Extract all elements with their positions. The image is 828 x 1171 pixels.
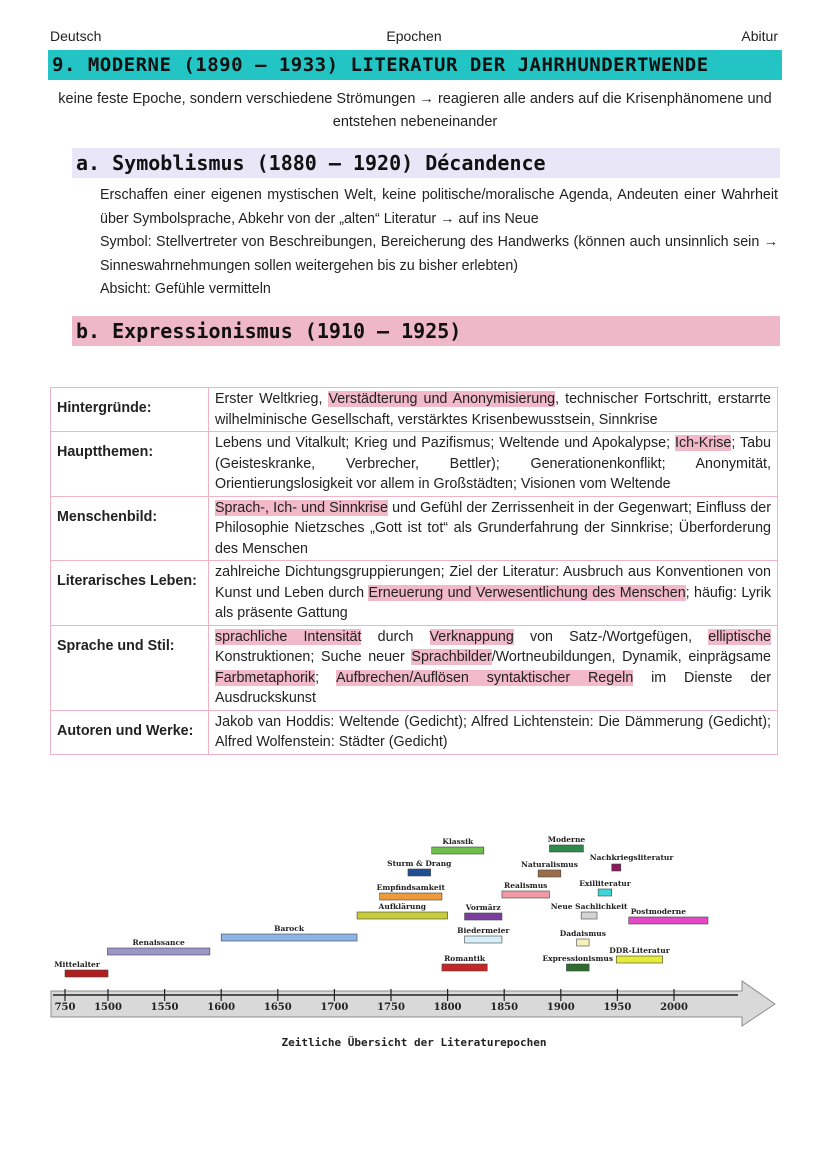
epoch-label: Aufklärung (378, 902, 427, 911)
section-a-paragraph: Erschaffen einer eigenen mystischen Welt, keine politische/moralische Agenda, Andeuten einer Wahrheit über Symbolsprache, Abkehr von der „alten“ Literatur → auf ins Neue (100, 187, 778, 227)
epoch-timeline-svg (48, 826, 778, 1031)
table-row (51, 561, 778, 626)
highlighted-text: Verknappung (429, 628, 514, 645)
timeline-tick-label: 1900 (546, 1002, 575, 1013)
epoch-bar (380, 893, 442, 900)
epoch-label: Naturalismus (520, 860, 578, 869)
epoch-bar (549, 845, 583, 852)
epoch-label: Mittelalter (54, 960, 100, 969)
epoch-label: Renaissance (132, 938, 185, 947)
header-topic: Epochen (386, 28, 442, 44)
epoch-label: Postmoderne (630, 907, 686, 916)
epoch-bar (107, 948, 209, 955)
timeline-tick-label: 1850 (490, 1002, 519, 1013)
epoch-label: Vormärz (465, 903, 501, 912)
text-segment: ; häufig: Lyrik als präsente Gattung (215, 584, 771, 621)
epoch-bar (577, 939, 589, 946)
timeline-caption: Zeitliche Übersicht der Literaturepochen (281, 1036, 547, 1049)
highlighted-text: elliptische (708, 628, 771, 645)
epoch-label: Realismus (504, 881, 548, 890)
epoch-label: Sturm & Drang (387, 859, 452, 868)
row-text (209, 496, 778, 561)
epoch-label: Nachkriegsliteratur (589, 853, 674, 862)
row-label: Sprache und Stil: (51, 625, 209, 710)
row-label: Hintergründe: (51, 388, 209, 432)
row-label: Literarisches Leben: (51, 561, 209, 626)
epoch-label: Neue Sachlichkeit (550, 902, 628, 911)
epoch-label: Barock (274, 924, 305, 933)
text-segment: Lebens und Vitalkult; Krieg und Pazifismus; Weltende und Apokalypse; (215, 435, 675, 451)
timeline-tick-label: 1750 (377, 1002, 405, 1013)
epoch-label: Dadaismus (559, 929, 606, 938)
epoch-bar (442, 964, 487, 971)
epoch-bar (432, 847, 484, 854)
section-a-paragraph: Symbol: Stellvertreter von Beschreibungen, Bereicherung des Handwerks (können auch unsinnlich sein → Sinneswahrnehmungen sollen weitergehen bis zu bisher erlebten) (100, 234, 778, 274)
timeline-tick-label: 1550 (150, 1002, 179, 1013)
highlighted-text: Ich-Krise (674, 435, 732, 451)
timeline-tick-label: 2000 (660, 1002, 688, 1013)
text-segment: von Satz-/Wortgefügen, (513, 628, 709, 645)
epoch-label: Expressionismus (542, 954, 614, 963)
text-segment: ; (315, 669, 337, 686)
table-row (51, 625, 778, 710)
section-a-paragraph: Absicht: Gefühle vermitteln (100, 281, 271, 297)
text-segment: /Wortneubildungen, Dynamik, einprägsame (491, 649, 771, 665)
epoch-bar (65, 970, 108, 977)
text-segment: Konstruktionen; Suche neuer (215, 649, 412, 665)
text-segment: Erster Weltkrieg, (215, 391, 329, 407)
highlighted-text: Verstädterung und Anonymisierung (328, 391, 556, 407)
section-a-body (100, 184, 778, 302)
epoch-bar (612, 864, 621, 871)
row-text (209, 625, 778, 710)
text-segment: ; Tabu (Geisteskranke, Verbrecher, Bettler); Generationenkonflikt; Anonymität, Orientierungslosigkeit vor allem in Großstädten; Visionen vom Weltende (215, 435, 771, 492)
highlighted-text: Farbmetaphorik (215, 669, 316, 686)
epoch-bar (408, 869, 431, 876)
expressionism-table (50, 387, 778, 755)
epoch-label: Moderne (547, 835, 586, 844)
epoch-label: Empfindsamkeit (376, 883, 445, 892)
epoch-bar (465, 936, 502, 943)
epoch-bar (581, 912, 597, 919)
text-segment: zahlreiche Dichtungsgruppierungen; Ziel der Literatur: Ausbruch aus Konventionen von Kunst und Leben durch (215, 564, 771, 601)
highlighted-text: Sprachbilder (411, 649, 492, 665)
intro-text: keine feste Epoche, sondern verschiedene Strömungen → reagieren alle anders auf die Krisenphänomene und entstehen nebeneinander (58, 91, 772, 130)
epoch-bar (629, 917, 708, 924)
epoch-bar (502, 891, 550, 898)
highlighted-text: sprachliche Intensität (215, 628, 362, 645)
highlighted-text: Erneuerung und Verwesentlichung des Menschen (368, 584, 686, 601)
epoch-bar (221, 934, 357, 941)
epoch-label: Klassik (442, 837, 474, 846)
text-segment: , technischer Fortschritt, erstarrte wilhelminische Gesellschaft, verstärktes Krisenbewusstsein, Sinnkrise (215, 391, 771, 428)
epoch-timeline (48, 826, 778, 1056)
epoch-bar (566, 964, 589, 971)
timeline-tick-label: 1600 (207, 1002, 236, 1013)
timeline-tick-label: 1700 (320, 1002, 349, 1013)
epoch-label: Biedermeier (457, 926, 510, 935)
text-segment: im Dienste der Ausdruckskunst (215, 669, 771, 706)
text-segment: durch (361, 628, 430, 645)
timeline-tick-label: 1500 (94, 1002, 122, 1013)
epoch-label: Exilliteratur (579, 879, 631, 888)
row-text (209, 388, 778, 432)
epoch-label: DDR-Literatur (609, 946, 670, 955)
text-segment: Jakob van Hoddis: Weltende (Gedicht); Alfred Lichtenstein: Die Dämmerung (Gedicht); Alfred Wolfenstein: Städter (Gedicht) (215, 713, 771, 750)
row-text (209, 561, 778, 626)
row-text (209, 710, 778, 754)
text-segment: und Gefühl der Zerrissenheit in der Gegenwart; Einfluss der Philosophie Nietzsches „Gott ist tot“ als Grunderfahrung der Sinnkrise; Überforderung des Menschen (215, 499, 771, 557)
timeline-tick-label: 750 (54, 1002, 76, 1013)
row-text (209, 432, 778, 497)
row-label: Menschenbild: (51, 496, 209, 561)
table-row (51, 388, 778, 432)
epoch-label: Romantik (444, 954, 486, 963)
row-label: Hauptthemen: (51, 432, 209, 497)
header-level: Abitur (741, 28, 778, 44)
epoch-bar (616, 956, 662, 963)
epoch-bar (357, 912, 448, 919)
chapter-title: 9. MODERNE (1890 – 1933) LITERATUR DER JAHRHUNDERTWENDE (48, 50, 782, 80)
section-b-heading: b. Expressionismus (1910 – 1925) (72, 316, 780, 346)
epoch-bar (465, 913, 502, 920)
row-label: Autoren und Werke: (51, 710, 209, 754)
epoch-bar (538, 870, 561, 877)
table-row (51, 432, 778, 497)
timeline-tick-label: 1950 (603, 1002, 632, 1013)
highlighted-text: Sprach-, Ich- und Sinnkrise (215, 499, 388, 516)
expressionism-table-body (51, 388, 778, 755)
header-subject: Deutsch (50, 28, 102, 44)
table-row (51, 496, 778, 561)
timeline-tick-label: 1800 (433, 1002, 462, 1013)
highlighted-text: Aufbrechen/Auflösen syntaktischer Regeln (336, 669, 634, 686)
table-row (51, 710, 778, 754)
section-a-heading: a. Symoblismus (1880 – 1920) Décandence (72, 148, 780, 178)
timeline-tick-label: 1650 (263, 1002, 292, 1013)
epoch-bar (598, 889, 612, 896)
